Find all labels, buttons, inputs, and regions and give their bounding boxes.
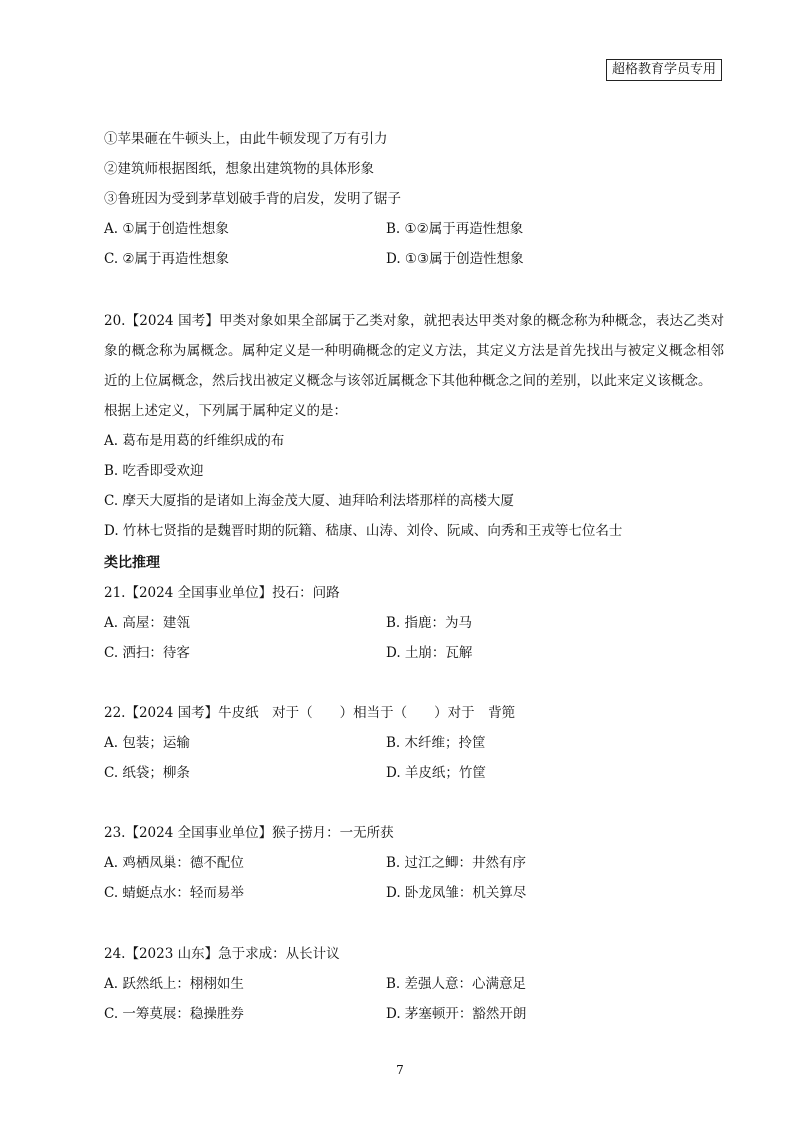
q19-option-d: D. ①③属于创造性想象 bbox=[386, 251, 524, 267]
q24-stem: 24.【2023 山东】急于求成：从长计议 bbox=[104, 946, 340, 962]
q22-option-b: B. 木纤维；拎筐 bbox=[386, 735, 486, 751]
q22-option-a: A. 包装；运输 bbox=[104, 735, 190, 751]
q20-stem: 20.【2024 国考】甲类对象如果全部属于乙类对象，就把表达甲类对象的概念称为种概念，表达乙类对象的概念称为属概念。属种定义是一种明确概念的定义方法，其定义方法是首先找出与被定义概念相邻近的上位属概念，然后找出被定义概念与该邻近属概念下其他种概念之间的差别，以此来定义该概念。 bbox=[104, 313, 724, 389]
q23-stem: 23.【2024 全国事业单位】猴子捞月：一无所获 bbox=[104, 825, 394, 841]
q20-option-c: C. 摩天大厦指的是诸如上海金茂大厦、迪拜哈利法塔那样的高楼大厦 bbox=[104, 493, 514, 509]
q20-option-d: D. 竹林七贤指的是魏晋时期的阮籍、嵇康、山涛、刘伶、阮咸、向秀和王戎等七位名士 bbox=[104, 523, 623, 539]
q19-item-1: ①苹果砸在牛顿头上，由此牛顿发现了万有引力 bbox=[104, 131, 388, 147]
q24-option-b: B. 差强人意：心满意足 bbox=[386, 976, 527, 992]
q21-option-c: C. 洒扫：待客 bbox=[104, 645, 190, 661]
q23-option-d: D. 卧龙凤雏：机关算尽 bbox=[386, 885, 527, 901]
q24-option-c: C. 一筹莫展：稳操胜券 bbox=[104, 1006, 244, 1022]
header-label: 超格教育学员专用 bbox=[606, 59, 722, 81]
q20-option-a: A. 葛布是用葛的纤维织成的布 bbox=[104, 433, 285, 449]
q19-option-b: B. ①②属于再造性想象 bbox=[386, 221, 524, 237]
q21-option-a: A. 高屋：建瓴 bbox=[104, 615, 190, 631]
q19-option-a: A. ①属于创造性想象 bbox=[104, 221, 229, 237]
q20-question: 根据上述定义，下列属于属种定义的是： bbox=[104, 403, 347, 419]
q22-option-d: D. 羊皮纸；竹筐 bbox=[386, 765, 486, 781]
q19-option-c: C. ②属于再造性想象 bbox=[104, 251, 230, 267]
q24-option-d: D. 茅塞顿开：豁然开朗 bbox=[386, 1006, 527, 1022]
q23-option-b: B. 过江之鲫：井然有序 bbox=[386, 855, 527, 871]
q21-option-d: D. 土崩：瓦解 bbox=[386, 645, 473, 661]
q22-option-c: C. 纸袋；柳条 bbox=[104, 765, 190, 781]
page-number: 7 bbox=[396, 1063, 404, 1077]
q22-stem: 22.【2024 国考】牛皮纸 对于（ ）相当于（ ）对于 背篼 bbox=[104, 705, 516, 721]
q20-option-b: B. 吃香即受欢迎 bbox=[104, 463, 204, 479]
q21-option-b: B. 指鹿：为马 bbox=[386, 615, 473, 631]
q23-option-c: C. 蜻蜓点水：轻而易举 bbox=[104, 885, 244, 901]
section-title: 类比推理 bbox=[104, 555, 160, 571]
q19-item-3: ③鲁班因为受到茅草划破手背的启发，发明了锯子 bbox=[104, 191, 401, 207]
q23-option-a: A. 鸡栖凤巢：德不配位 bbox=[104, 855, 244, 871]
q24-option-a: A. 跃然纸上：栩栩如生 bbox=[104, 976, 244, 992]
q19-item-2: ②建筑师根据图纸，想象出建筑物的具体形象 bbox=[104, 161, 374, 177]
q21-stem: 21.【2024 全国事业单位】投石：问路 bbox=[104, 585, 340, 601]
